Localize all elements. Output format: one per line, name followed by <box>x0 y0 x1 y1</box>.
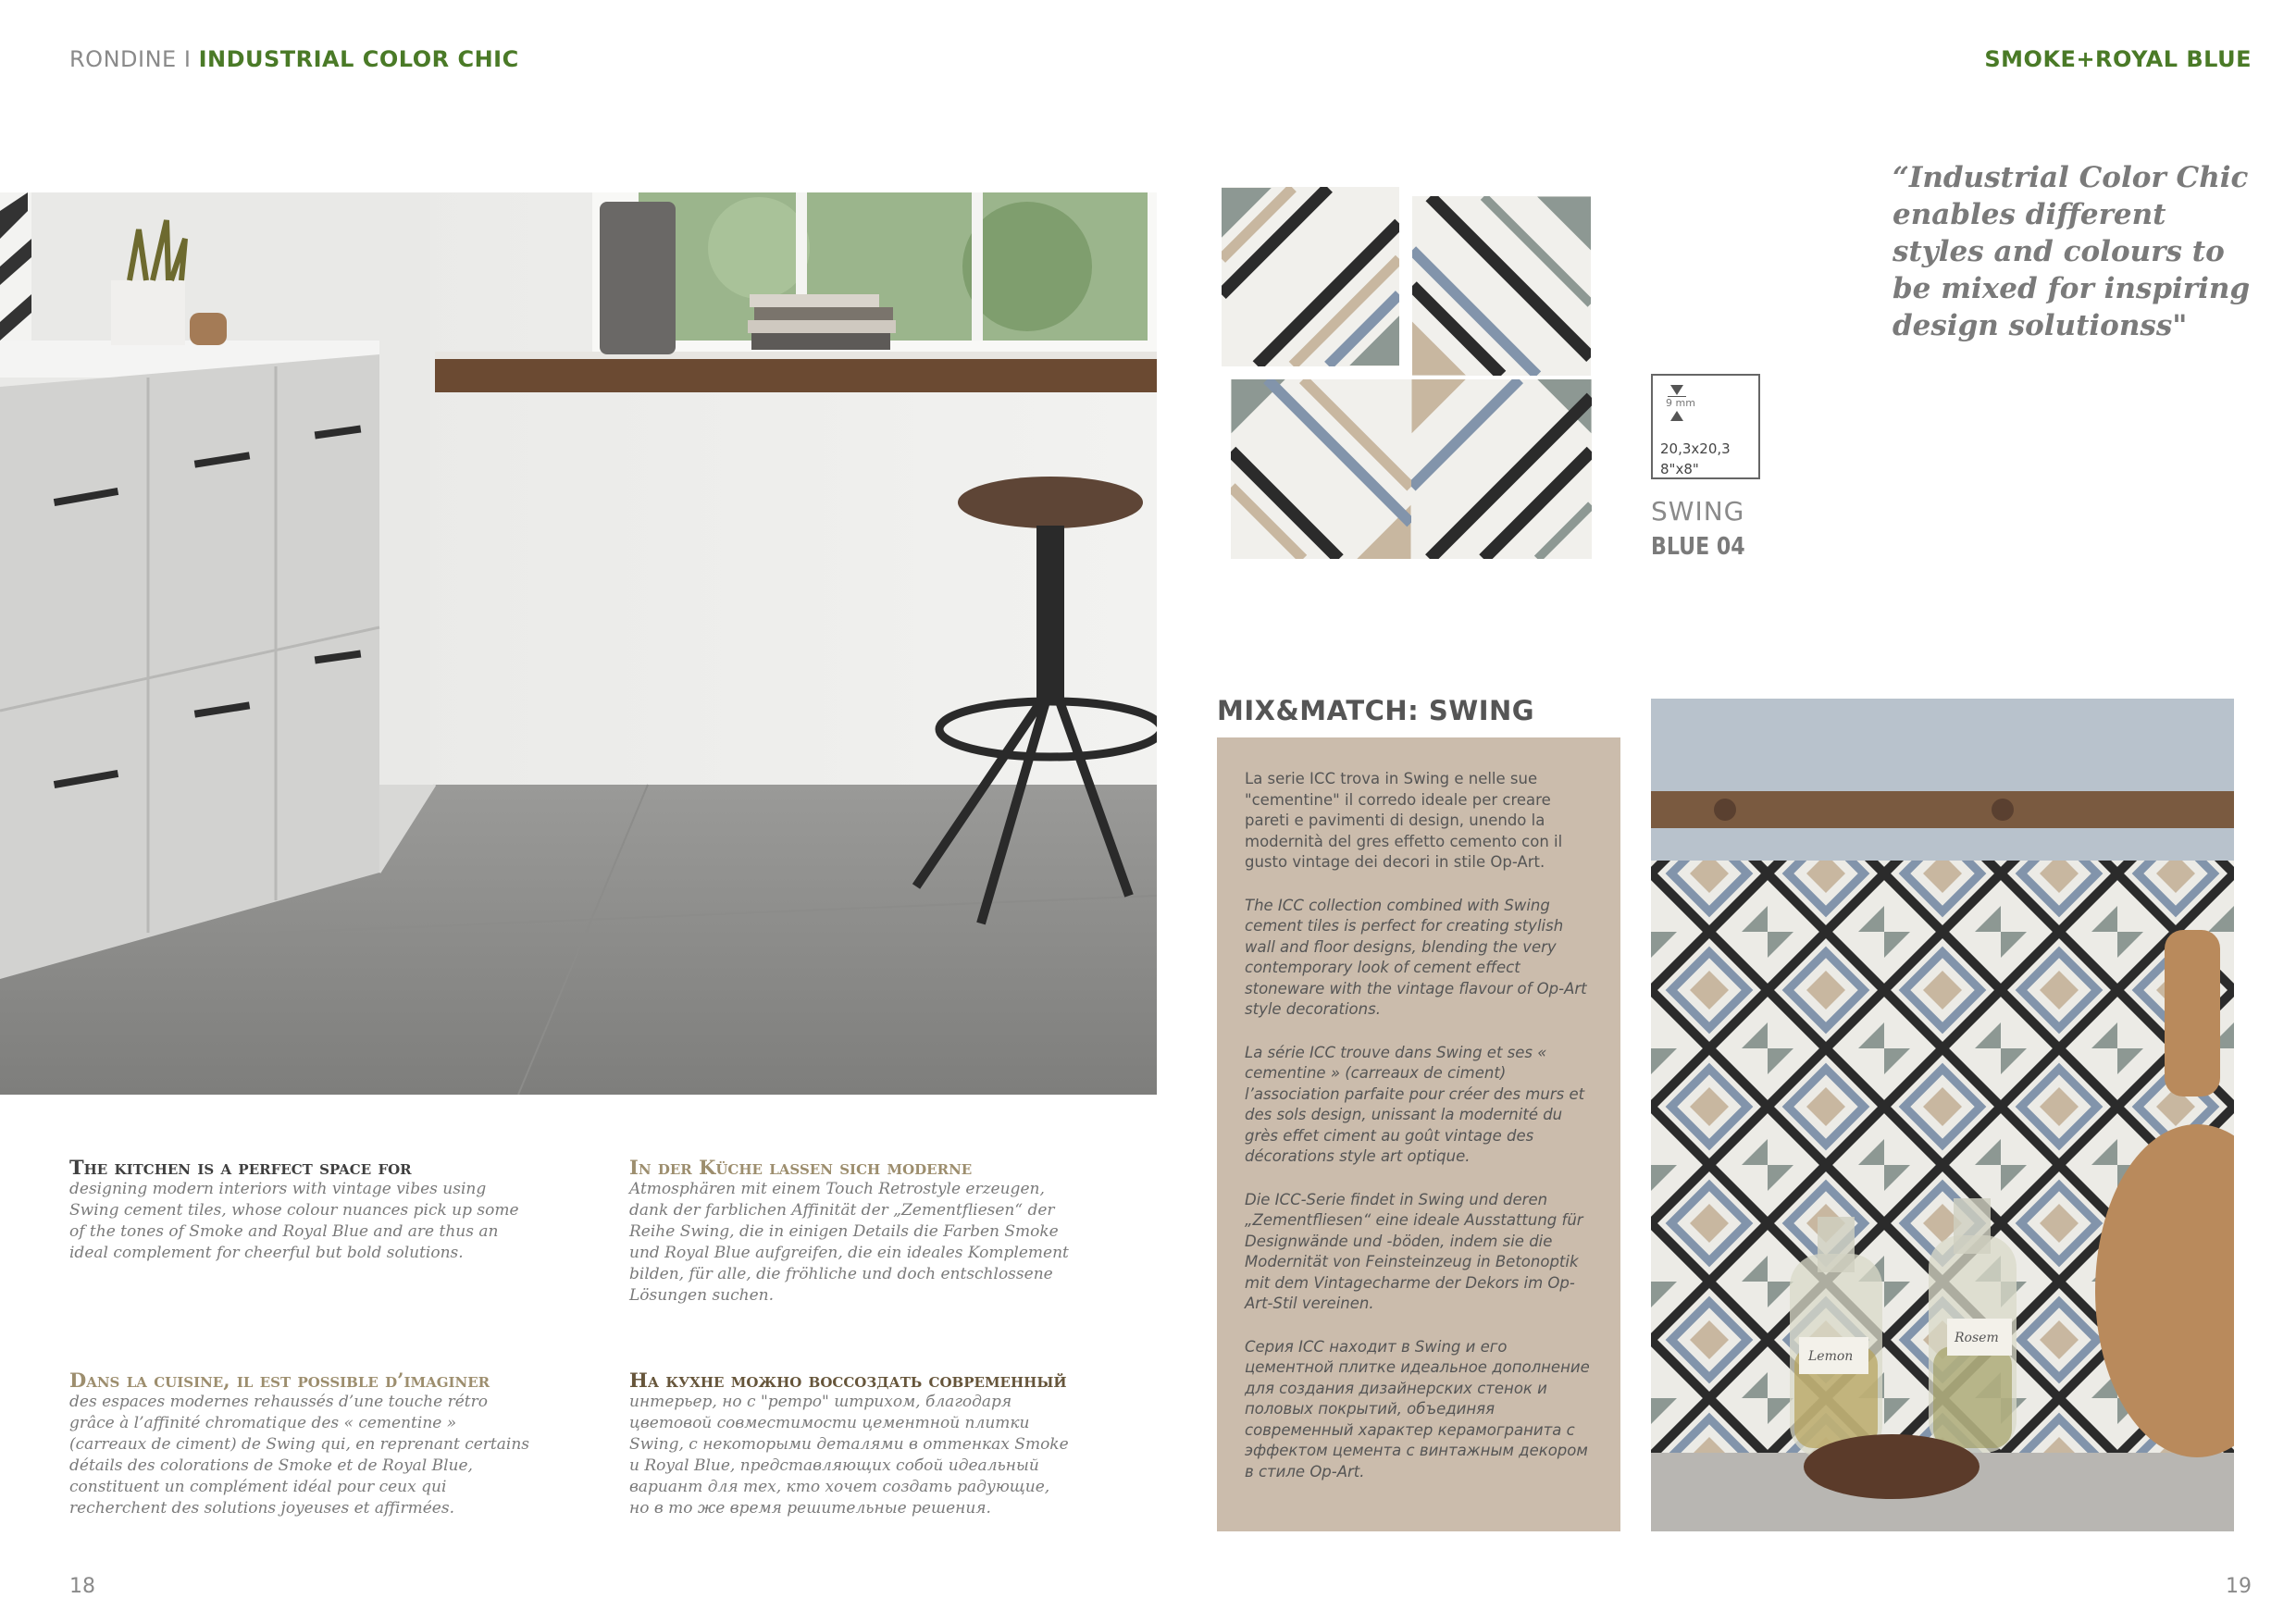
size-in: 8"x8" <box>1660 461 1699 477</box>
paragraph-ru <box>629 1369 1074 1519</box>
tile-sample-1 <box>1222 187 1399 366</box>
mix-paragraph-it: La serie ICC trova in Swing e nelle sue "cementine" il corredo ideale per creare pareti e pavimenti di design, unendo la modernità del gres effetto cemento con il gusto vintage dei decori in stile Op-Art. <box>1245 770 1563 871</box>
bottle-label-rosemary: Rosem <box>1955 1331 1999 1345</box>
kitchen-photo <box>0 192 1157 1095</box>
thickness-arrow-down-icon <box>1670 385 1683 395</box>
mix-paragraph-en: The ICC collection combined with Swing cement tiles is perfect for creating stylish wall and floor designs, blending the very contemporary look of cement effect stoneware with the vintage flavour of Op-Art style decorations. <box>1245 896 1587 1018</box>
tile-sample-3 <box>1231 379 1411 559</box>
size-cm: 20,3x20,3 <box>1660 440 1731 457</box>
paragraph-de <box>629 1157 1083 1307</box>
collection-name: INDUSTRIAL COLOR CHIC <box>198 46 519 72</box>
tiled-wall-photo <box>1651 699 2234 1531</box>
thickness-arrow-up-icon <box>1670 411 1683 421</box>
mix-match-box <box>1217 737 1620 1531</box>
mix-paragraph-ru: Серия ICC находит в Swing и его цементной плитке идеальное дополнение для создания дизайнерских стенок и половых покрытий, объединяя современный характер керамогранита с эффектом цемента с винтажным декором в стиле Op-Art. <box>1245 1337 1590 1481</box>
page-number-left: 18 <box>69 1575 95 1598</box>
paragraph-body: интерьер, но с "ретро" штрихом, благодаря цветовой совместимости цементной плитки Swing, с некоторыми деталями в оттенках Smoke и Royal Blue, представляющих собой идеальный вариант для тех, кто хочет создать радующие, но в то же время решительные решения. <box>629 1393 1069 1518</box>
paragraph-lead: The kitchen is a perfect space for <box>69 1156 412 1179</box>
bottle-label-lemon: Lemon <box>1808 1349 1854 1364</box>
paragraph-body: des espaces modernes rehaussés d’une touche rétro grâce à l’affinité chromatique des « cementine » (carreaux de ciment) de Swing qui, en reprenant certains détails des colorations de Smoke et de Royal Blue, constituent un complément idéal pour ceux qui recherchent des solutions joyeuses et affirmées. <box>69 1393 529 1518</box>
header-separator: I <box>183 46 192 72</box>
thickness-label: 9 mm <box>1666 397 1695 409</box>
mix-paragraph-fr: La série ICC trouve dans Swing et ses « cementine » (carreaux de ciment) l’association parfaite pour créer des murs et des sols design, unissant la modernité du grès effet ciment au goût vintage des décorations style art optique. <box>1245 1043 1585 1165</box>
brand-name: RONDINE <box>69 46 177 72</box>
pull-quote: “Industrial Color Chic enables different styles and colours to be mixed for inspiring design solutionss" <box>1893 161 2251 342</box>
paragraph-lead: In der Küche lassen sich moderne <box>629 1156 973 1179</box>
paragraph-en <box>69 1157 532 1264</box>
product-code: BLUE 04 <box>1651 533 1745 561</box>
paragraph-body: Atmosphären mit einem Touch Retrostyle erzeugen, dank der farblichen Affinität der „Zementfliesen“ der Reihe Swing, die in einigen Details die Farben Smoke und Royal Blue aufgreifen, die ein ideales Komplement bilden, für alle, die fröhliche und doch entschlossene Lösungen suchen. <box>629 1180 1069 1305</box>
variant-name: SMOKE+ROYAL BLUE <box>1984 46 2252 72</box>
tile-spec-box <box>1651 374 1760 479</box>
tile-sample-2 <box>1412 196 1591 376</box>
paragraph-body: designing modern interiors with vintage vibes using Swing cement tiles, whose colour nuances pick up some of the tones of Smoke and Royal Blue and are thus an ideal complement for cheerful but bold solutions. <box>69 1180 519 1262</box>
mix-paragraph-de: Die ICC-Serie findet in Swing und deren „Zementfliesen“ eine ideale Ausstattung für Designwände und -böden, indem sie die Modernität von Feinsteinzeug in Betonoptik mit dem Vintagecharme der Dekors im Op-Art-Stil vereinen. <box>1245 1190 1583 1312</box>
paragraph-lead: Dans la cuisine, il est possible d’imaginer <box>69 1369 490 1392</box>
running-header-left <box>69 46 519 72</box>
tile-sample-4 <box>1411 379 1592 559</box>
page-number-right: 19 <box>2226 1575 2252 1598</box>
paragraph-fr <box>69 1369 537 1519</box>
mix-match-title: MIX&MATCH: SWING <box>1217 695 1535 726</box>
product-series: SWING <box>1651 496 1745 527</box>
paragraph-lead: На кухне можно воссоздать современный <box>629 1369 1067 1392</box>
